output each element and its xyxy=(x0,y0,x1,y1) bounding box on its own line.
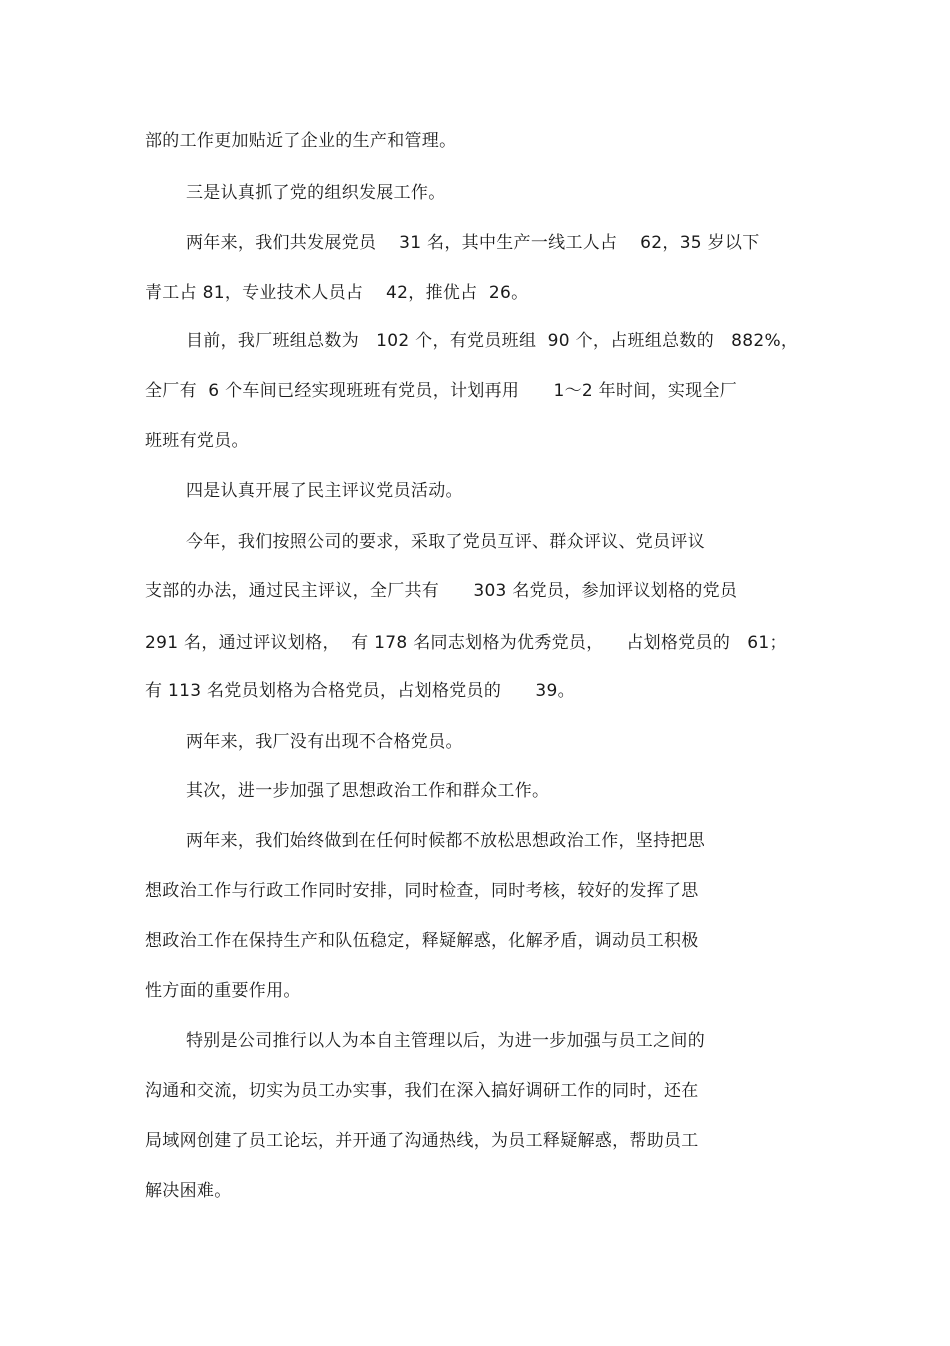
text-line: 想政治工作与行政工作同时安排，同时检查，同时考核，较好的发挥了思 xyxy=(145,881,699,901)
text-line: 青工占 81，专业技术人员占 42，推优占 26。 xyxy=(145,283,529,303)
text-line: 目前，我厂班组总数为 102 个，有党员班组 90 个，占班组总数的 882%， xyxy=(186,331,799,351)
text-line: 想政治工作在保持生产和队伍稳定，释疑解惑，化解矛盾，调动员工积极 xyxy=(145,931,699,951)
text-line: 三是认真抓了党的组织发展工作。 xyxy=(186,183,446,203)
text-line: 全厂有 6 个车间已经实现班班有党员，计划再用 1～2 年时间，实现全厂 xyxy=(145,381,738,401)
text-line: 两年来，我们始终做到在任何时候都不放松思想政治工作，坚持把思 xyxy=(186,831,705,851)
text-line: 部的工作更加贴近了企业的生产和管理。 xyxy=(145,131,457,151)
text-line: 性方面的重要作用。 xyxy=(145,981,301,1001)
text-line: 两年来，我厂没有出现不合格党员。 xyxy=(186,732,463,752)
text-line: 沟通和交流，切实为员工办实事，我们在深入搞好调研工作的同时，还在 xyxy=(145,1081,699,1101)
text-line: 四是认真开展了民主评议党员活动。 xyxy=(186,481,463,501)
text-line: 特别是公司推行以人为本自主管理以后，为进一步加强与员工之间的 xyxy=(186,1031,705,1051)
text-line: 有 113 名党员划格为合格党员，占划格党员的 39。 xyxy=(145,681,575,701)
text-line: 解决困难。 xyxy=(145,1181,232,1201)
text-line: 支部的办法，通过民主评议，全厂共有 303 名党员，参加评议划格的党员 xyxy=(145,581,738,601)
text-line: 两年来，我们共发展党员 31 名，其中生产一线工人占 62，35 岁以下 xyxy=(186,233,760,253)
text-line: 291 名，通过评议划格， 有 178 名同志划格为优秀党员， 占划格党员的 61； xyxy=(145,633,787,653)
text-line: 班班有党员。 xyxy=(145,431,249,451)
text-line: 今年，我们按照公司的要求，采取了党员互评、群众评议、党员评议 xyxy=(186,532,705,552)
text-line: 局域网创建了员工论坛，并开通了沟通热线，为员工释疑解惑，帮助员工 xyxy=(145,1131,699,1151)
text-line: 其次，进一步加强了思想政治工作和群众工作。 xyxy=(186,781,550,801)
